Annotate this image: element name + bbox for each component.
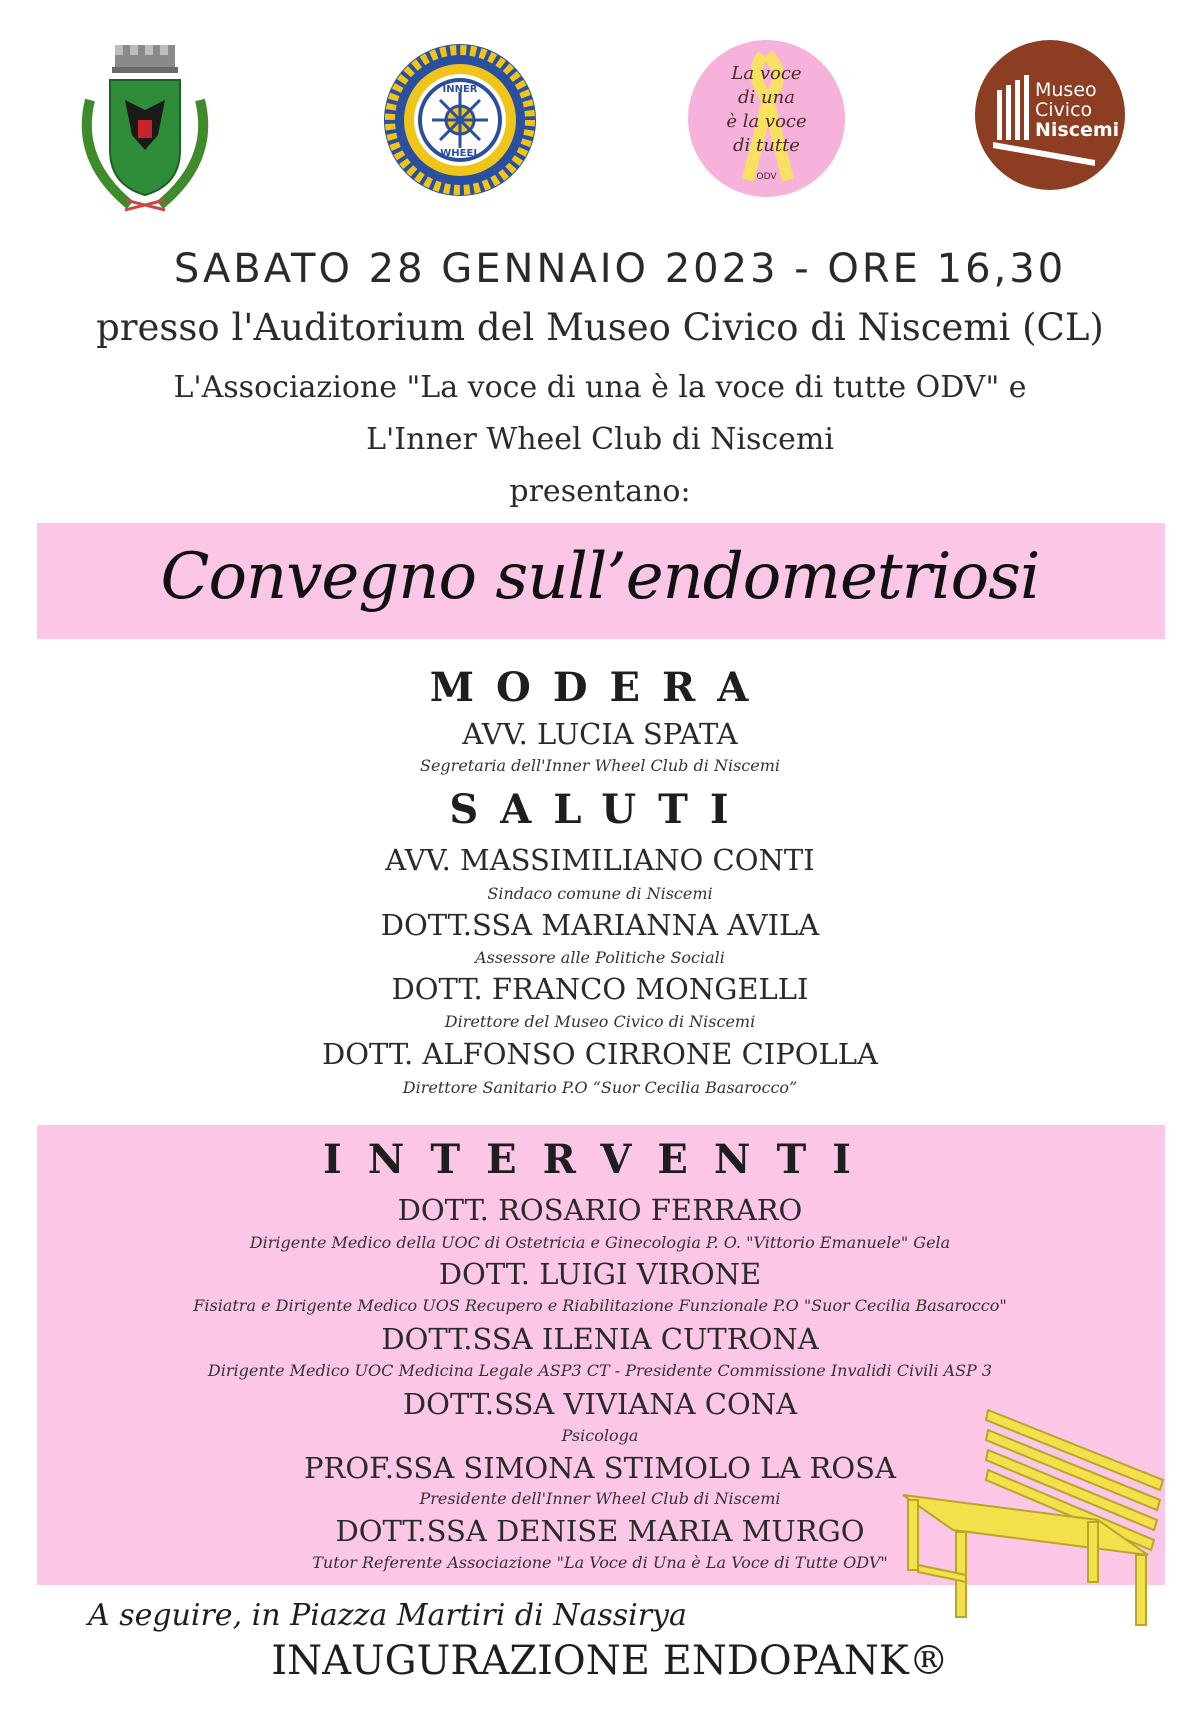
voce-association-logo bbox=[688, 40, 845, 197]
interventi-name-1: DOTT. ROSARIO FERRARO bbox=[397, 1193, 803, 1227]
interventi-role-6: Tutor Referente Associazione "La Voce di Una è La Voce di Tutte ODV" bbox=[312, 1553, 888, 1572]
interventi-name-5: PROF.SSA SIMONA STIMOLO LA ROSA bbox=[304, 1451, 896, 1485]
saluti-role-3: Direttore del Museo Civico di Niscemi bbox=[444, 1012, 756, 1031]
interventi-name-4: DOTT.SSA VIVIANA CONA bbox=[402, 1387, 798, 1421]
event-venue: presso l'Auditorium del Museo Civico di Niscemi (CL) bbox=[96, 306, 1104, 349]
museo-civico-logo bbox=[975, 40, 1125, 190]
voce-line-1: La voce bbox=[731, 63, 802, 84]
moderator-role: Segretaria dell'Inner Wheel Club di Niscemi bbox=[420, 756, 780, 775]
saluti-name-2: DOTT.SSA MARIANNA AVILA bbox=[380, 908, 820, 942]
moderator-name: AVV. LUCIA SPATA bbox=[462, 717, 738, 751]
voce-line-2: di una bbox=[738, 87, 795, 108]
modera-heading: MODERA bbox=[429, 664, 771, 711]
museo-line-3: Niscemi bbox=[1035, 119, 1120, 141]
interventi-name-6: DOTT.SSA DENISE MARIA MURGO bbox=[335, 1514, 865, 1548]
wheel-text: WHEEL bbox=[440, 148, 480, 159]
inner-wheel-emblem-icon bbox=[380, 40, 540, 200]
interventi-role-3: Dirigente Medico UOC Medicina Legale ASP3 CT - Presidente Commissione Invalidi Civili ASP 3 bbox=[207, 1361, 993, 1380]
bench-icon bbox=[898, 1400, 1168, 1630]
organizer-club: L'Inner Wheel Club di Niscemi bbox=[366, 422, 834, 457]
event-title: Convegno sull’endometriosi bbox=[160, 540, 1040, 614]
interventi-role-2: Fisiatra e Dirigente Medico UOS Recupero e Riabilitazione Funzionale P.O "Suor Cecilia Basarocco" bbox=[193, 1296, 1007, 1315]
voce-line-4: di tutte bbox=[733, 135, 800, 156]
coat-of-arms-icon bbox=[70, 40, 220, 215]
municipal-coat-of-arms-logo bbox=[70, 40, 220, 215]
saluti-name-3: DOTT. FRANCO MONGELLI bbox=[391, 972, 809, 1006]
voce-line-3: è la voce bbox=[726, 111, 807, 132]
interventi-role-5: Presidente dell'Inner Wheel Club di Niscemi bbox=[419, 1489, 781, 1508]
organizer-association: L'Associazione "La voce di una è la voce di tutte ODV" e bbox=[173, 370, 1027, 405]
presentano-label: presentano: bbox=[509, 474, 691, 509]
inner-text: INNER bbox=[442, 84, 478, 95]
interventi-name-2: DOTT. LUIGI VIRONE bbox=[438, 1257, 762, 1291]
interventi-name-3: DOTT.SSA ILENIA CUTRONA bbox=[381, 1322, 819, 1356]
museo-line-2: Civico bbox=[1035, 99, 1093, 121]
saluti-name-1: AVV. MASSIMILIANO CONTI bbox=[385, 843, 815, 877]
saluti-role-4: Direttore Sanitario P.O “Suor Cecilia Basarocco” bbox=[402, 1078, 798, 1097]
event-date: SABATO 28 GENNAIO 2023 - ORE 16,30 bbox=[173, 246, 1067, 292]
interventi-role-4: Psicologa bbox=[561, 1426, 639, 1445]
saluti-role-2: Assessore alle Politiche Sociali bbox=[475, 948, 725, 967]
museo-line-1: Museo bbox=[1035, 79, 1097, 101]
saluti-heading: SALUTI bbox=[449, 786, 751, 833]
follow-up-location: A seguire, in Piazza Martiri di Nassirya bbox=[88, 1598, 687, 1633]
yellow-bench-illustration bbox=[898, 1400, 1168, 1630]
interventi-role-1: Dirigente Medico della UOC di Ostetricia e Ginecologia P. O. "Vittorio Emanuele" Gela bbox=[249, 1233, 951, 1252]
voce-odv: ODV bbox=[756, 172, 777, 182]
saluti-role-1: Sindaco comune di Niscemi bbox=[487, 884, 713, 903]
inauguration-title: INAUGURAZIONE ENDOPANK® bbox=[271, 1638, 949, 1684]
interventi-heading: INTERVENTI bbox=[323, 1136, 877, 1183]
inner-wheel-logo bbox=[380, 40, 540, 200]
saluti-name-4: DOTT. ALFONSO CIRRONE CIPOLLA bbox=[322, 1037, 878, 1071]
museo-label bbox=[1035, 80, 1119, 140]
